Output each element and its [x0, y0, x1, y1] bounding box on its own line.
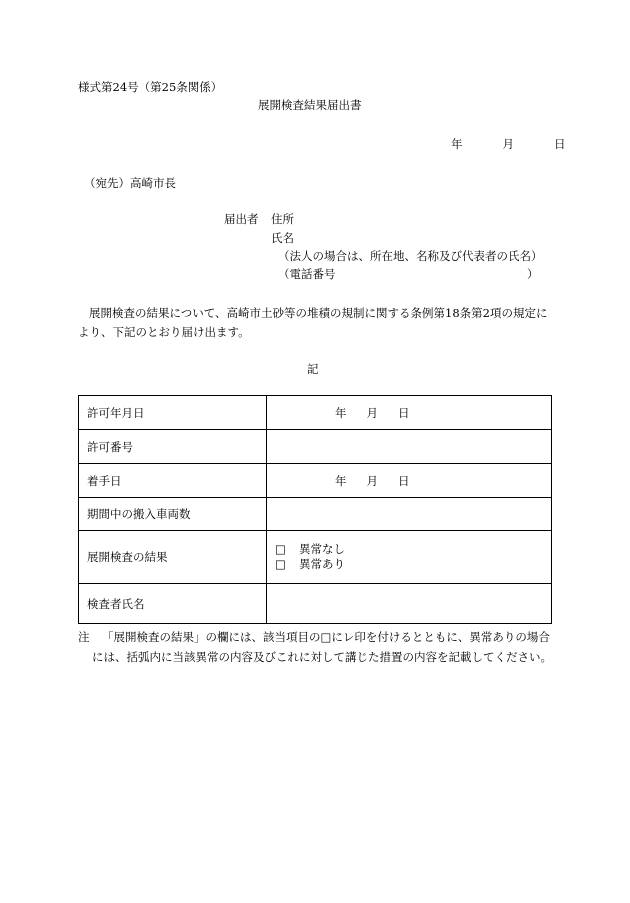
- result-option-label: 異常あり: [299, 557, 345, 571]
- vehicle-count-label: 期間中の搬入車両数: [79, 498, 267, 531]
- result-option-label: 異常なし: [299, 542, 345, 556]
- start-date-year-unit: 年: [335, 473, 347, 488]
- inspector-name-field[interactable]: [267, 584, 552, 624]
- footnote: [78, 627, 552, 667]
- result-option-abnormal[interactable]: [275, 557, 551, 572]
- table-row: [79, 584, 552, 624]
- table-row: [79, 396, 552, 430]
- inspection-result-label: 展開検査の結果: [79, 531, 267, 584]
- footnote-text: 「展開検査の結果」の欄には、該当項目の□にレ印を付けるとともに、異常ありの場合には、括弧内に当該異常の内容及びこれに対して講じた措置の内容を記載してください。: [92, 630, 552, 664]
- start-date-label: 着手日: [79, 464, 267, 498]
- date-month-unit: 月: [502, 137, 514, 151]
- table-row: [79, 531, 552, 584]
- permit-date-year-unit: 年: [335, 405, 347, 420]
- permit-date-field[interactable]: [267, 396, 552, 430]
- corporate-note: （法人の場合は、所在地、名称及び代表者の氏名）: [278, 249, 543, 263]
- date-day-unit: 日: [554, 137, 566, 151]
- addressee: （宛先）高崎市長: [84, 176, 176, 190]
- record-table: [78, 395, 552, 624]
- phone-label: （電話番号: [278, 267, 336, 281]
- form-number: 様式第24号（第25条関係）: [78, 80, 223, 94]
- document-title: 展開検査結果届出書: [258, 98, 362, 112]
- permit-number-field[interactable]: [267, 430, 552, 464]
- body-paragraph: 展開検査の結果について、高崎市土砂等の堆積の規制に関する条例第18条第2項の規定により、下記のとおり届け出ます。: [78, 306, 548, 339]
- table-row: [79, 430, 552, 464]
- inspection-result-field: [267, 531, 552, 584]
- permit-number-label: 許可番号: [79, 430, 267, 464]
- vehicle-count-field[interactable]: [267, 498, 552, 531]
- applicant-label: 届出者: [224, 212, 259, 226]
- permit-date-label: 許可年月日: [79, 396, 267, 430]
- start-date-field[interactable]: [267, 464, 552, 498]
- ki-marker: 記: [307, 362, 319, 376]
- phone-close-paren: ）: [527, 267, 539, 281]
- start-date-day-unit: 日: [398, 473, 410, 488]
- start-date-month-unit: 月: [366, 473, 378, 488]
- checkbox-icon[interactable]: □: [275, 542, 286, 556]
- permit-date-day-unit: 日: [398, 405, 410, 420]
- submission-date: [451, 136, 566, 152]
- inspector-name-label: 検査者氏名: [79, 584, 267, 624]
- permit-date-month-unit: 月: [366, 405, 378, 420]
- table-row: [79, 498, 552, 531]
- table-row: [79, 464, 552, 498]
- name-label: 氏名: [271, 231, 294, 245]
- address-label: 住所: [271, 212, 294, 226]
- footnote-mark: 注: [78, 630, 90, 644]
- result-option-normal[interactable]: [275, 542, 551, 557]
- date-year-unit: 年: [451, 137, 463, 151]
- checkbox-icon[interactable]: □: [275, 557, 286, 571]
